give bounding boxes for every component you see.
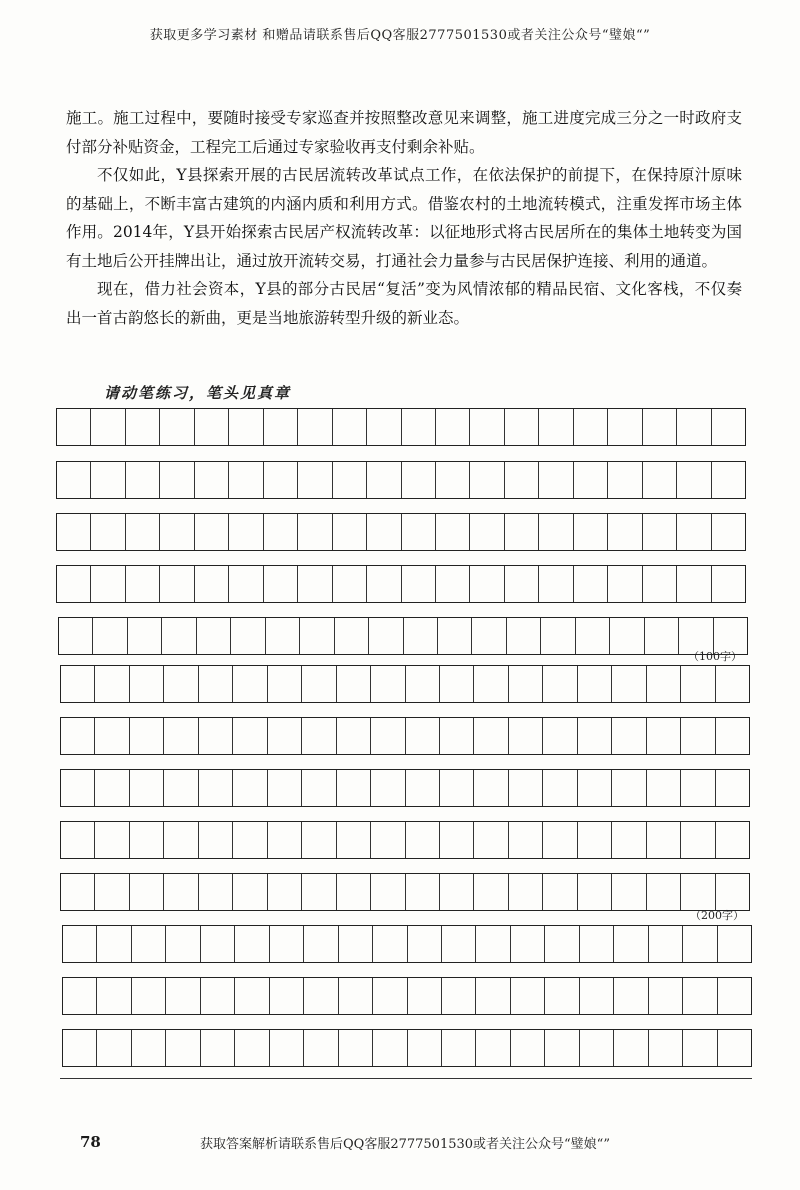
paragraph-3: 现在，借力社会资本，Y县的部分古民居“复活”变为风情浓郁的精品民宿、文化客栈，不仅奏出一首古韵悠长的新曲，更是当地旅游转型升级的新业态。 (66, 280, 742, 327)
grid-cell[interactable] (164, 666, 198, 702)
grid-cell[interactable] (233, 874, 267, 910)
grid-cell[interactable] (302, 666, 336, 702)
practice-label: 请动笔练习，笔头见真章 (104, 384, 292, 402)
grid-cell[interactable] (509, 666, 543, 702)
grid-cell[interactable] (474, 718, 508, 754)
grid-cell[interactable] (367, 566, 401, 602)
grid-cell[interactable] (298, 566, 332, 602)
grid-row (60, 821, 750, 859)
grid-row (58, 617, 748, 655)
grid-cell[interactable] (608, 462, 642, 498)
grid-cell[interactable] (505, 566, 539, 602)
grid-cell[interactable] (643, 566, 677, 602)
grid-cell[interactable] (436, 566, 470, 602)
grid-cell[interactable] (440, 822, 474, 858)
grid-cell[interactable] (505, 514, 539, 550)
grid-cell[interactable] (160, 409, 194, 445)
grid-cell[interactable] (199, 718, 233, 754)
grid-cell[interactable] (408, 926, 442, 962)
grid-cell[interactable] (509, 874, 543, 910)
grid-cell[interactable] (195, 566, 229, 602)
grid-cell[interactable] (511, 926, 545, 962)
grid-cell[interactable] (612, 666, 646, 702)
grid-cell[interactable] (681, 822, 715, 858)
grid-cell[interactable] (61, 874, 95, 910)
grid-cell[interactable] (539, 566, 573, 602)
grid-cell[interactable] (408, 1030, 442, 1066)
grid-cell[interactable] (264, 566, 298, 602)
grid-cell[interactable] (402, 514, 436, 550)
grid-cell[interactable] (57, 409, 91, 445)
grid-cell[interactable] (333, 566, 367, 602)
grid-cell[interactable] (264, 514, 298, 550)
grid-cell[interactable] (404, 618, 438, 654)
grid-cell[interactable] (716, 718, 749, 754)
grid-cell[interactable] (57, 566, 91, 602)
grid-cell[interactable] (371, 822, 405, 858)
grid-cell[interactable] (61, 822, 95, 858)
grid-cell[interactable] (574, 566, 608, 602)
grid-cell[interactable] (474, 822, 508, 858)
grid-cell[interactable] (649, 978, 683, 1014)
grid-cell[interactable] (511, 978, 545, 1014)
grid-cell[interactable] (511, 1030, 545, 1066)
grid-cell[interactable] (235, 978, 269, 1014)
grid-cell[interactable] (160, 462, 194, 498)
grid-cell[interactable] (578, 718, 612, 754)
grid-cell[interactable] (436, 462, 470, 498)
grid-cell[interactable] (576, 618, 610, 654)
grid-cell[interactable] (505, 409, 539, 445)
grid-cell[interactable] (681, 770, 715, 806)
grid-cell[interactable] (302, 822, 336, 858)
grid-cell[interactable] (608, 566, 642, 602)
grid-cell[interactable] (91, 462, 125, 498)
grid-cell[interactable] (474, 666, 508, 702)
grid-cell[interactable] (442, 978, 476, 1014)
grid-cell[interactable] (509, 822, 543, 858)
grid-cell[interactable] (614, 1030, 648, 1066)
grid-cell[interactable] (201, 926, 235, 962)
grid-cell[interactable] (197, 618, 231, 654)
grid-cell[interactable] (470, 566, 504, 602)
grid-cell[interactable] (373, 978, 407, 1014)
grid-cell[interactable] (268, 666, 302, 702)
grid-cell[interactable] (333, 409, 367, 445)
grid-cell[interactable] (126, 514, 160, 550)
grid-cell[interactable] (647, 770, 681, 806)
grid-cell[interactable] (578, 770, 612, 806)
grid-row (56, 513, 746, 551)
grid-cell[interactable] (612, 874, 646, 910)
grid-row (62, 925, 752, 963)
grid-cell[interactable] (233, 718, 267, 754)
grid-cell[interactable] (647, 666, 681, 702)
page-number: 78 (80, 1133, 101, 1151)
grid-cell[interactable] (612, 822, 646, 858)
grid-cell[interactable] (406, 770, 440, 806)
grid-cell[interactable] (229, 514, 263, 550)
grid-cell[interactable] (470, 514, 504, 550)
grid-cell[interactable] (61, 770, 95, 806)
grid-cell[interactable] (302, 874, 336, 910)
grid-cell[interactable] (716, 822, 749, 858)
grid-row (56, 461, 746, 499)
grid-cell[interactable] (718, 926, 751, 962)
grid-cell[interactable] (436, 514, 470, 550)
grid-cell[interactable] (97, 978, 131, 1014)
grid-cell[interactable] (126, 409, 160, 445)
grid-cell[interactable] (369, 618, 403, 654)
grid-cell[interactable] (681, 874, 715, 910)
grid-cell[interactable] (298, 514, 332, 550)
grid-cell[interactable] (470, 462, 504, 498)
grid-cell[interactable] (166, 926, 200, 962)
paragraph-2: 不仅如此，Y县探索开展的古民居流转改革试点工作，在依法保护的前提下，在保持原汁原味的基础上，不断丰富古建筑的内涵内质和利用方式。借鉴农村的土地流转模式，注重发挥市场主体作用。2014年，Y县开始探索古民居产权流转改革：以征地形式将古民居所在的集体土地转变为国有土地后公开挂牌出让，通过放开流转交易，打通社会力量参与古民居保护连接、利用的通道。 (66, 166, 742, 270)
grid-cell[interactable] (199, 874, 233, 910)
grid-cell[interactable] (440, 770, 474, 806)
grid-cell[interactable] (333, 462, 367, 498)
grid-cell[interactable] (95, 822, 129, 858)
grid-cell[interactable] (539, 462, 573, 498)
grid-cell[interactable] (716, 666, 749, 702)
grid-cell[interactable] (608, 409, 642, 445)
grid-row (60, 769, 750, 807)
grid-cell[interactable] (505, 462, 539, 498)
grid-cell[interactable] (337, 822, 371, 858)
grid-cell[interactable] (718, 978, 751, 1014)
grid-cell[interactable] (302, 718, 336, 754)
grid-cell[interactable] (95, 718, 129, 754)
grid-cell[interactable] (164, 718, 198, 754)
grid-cell[interactable] (160, 566, 194, 602)
grid-cell[interactable] (612, 718, 646, 754)
grid-cell[interactable] (264, 462, 298, 498)
grid-cell[interactable] (681, 666, 715, 702)
grid-cell[interactable] (91, 409, 125, 445)
grid-cell[interactable] (195, 409, 229, 445)
grid-cell[interactable] (545, 1030, 579, 1066)
page-footer: 获取答案解析请联系售后QQ客服2777501530或者关注公众号“璧娘“” (200, 1137, 610, 1152)
grid-cell[interactable] (712, 409, 745, 445)
grid-cell[interactable] (164, 770, 198, 806)
grid-cell[interactable] (578, 822, 612, 858)
grid-cell[interactable] (302, 770, 336, 806)
grid-cell[interactable] (440, 666, 474, 702)
grid-cell[interactable] (367, 409, 401, 445)
grid-cell[interactable] (578, 874, 612, 910)
grid-cell[interactable] (160, 514, 194, 550)
grid-cell[interactable] (367, 514, 401, 550)
grid-cell[interactable] (476, 978, 510, 1014)
grid-cell[interactable] (229, 462, 263, 498)
grid-cell[interactable] (61, 666, 95, 702)
grid-cell[interactable] (371, 770, 405, 806)
grid-cell[interactable] (683, 978, 717, 1014)
grid-cell[interactable] (264, 409, 298, 445)
grid-cell[interactable] (543, 770, 577, 806)
grid-cell[interactable] (440, 874, 474, 910)
grid-row (60, 873, 750, 911)
grid-cell[interactable] (647, 822, 681, 858)
grid-cell[interactable] (509, 718, 543, 754)
count-marker-200: （200字） (690, 909, 744, 922)
grid-cell[interactable] (649, 1030, 683, 1066)
grid-cell[interactable] (162, 618, 196, 654)
grid-cell[interactable] (645, 618, 679, 654)
grid-cell[interactable] (130, 770, 164, 806)
grid-cell[interactable] (337, 874, 371, 910)
grid-cell[interactable] (233, 666, 267, 702)
grid-cell[interactable] (63, 978, 97, 1014)
grid-cell[interactable] (339, 1030, 373, 1066)
grid-cell[interactable] (339, 926, 373, 962)
grid-cell[interactable] (716, 770, 749, 806)
grid-cell[interactable] (402, 409, 436, 445)
grid-cell[interactable] (126, 462, 160, 498)
grid-cell[interactable] (132, 926, 166, 962)
grid-cell[interactable] (199, 822, 233, 858)
grid-cell[interactable] (130, 666, 164, 702)
grid-row (60, 665, 750, 703)
grid-cell[interactable] (95, 666, 129, 702)
grid-cell[interactable] (545, 978, 579, 1014)
grid-cell[interactable] (438, 618, 472, 654)
grid-cell[interactable] (270, 926, 304, 962)
grid-cell[interactable] (128, 618, 162, 654)
grid-cell[interactable] (474, 770, 508, 806)
grid-cell[interactable] (436, 409, 470, 445)
grid-cell[interactable] (132, 1030, 166, 1066)
grid-cell[interactable] (406, 822, 440, 858)
grid-cell[interactable] (367, 462, 401, 498)
grid-cell[interactable] (268, 822, 302, 858)
grid-cell[interactable] (333, 514, 367, 550)
grid-cell[interactable] (195, 462, 229, 498)
grid-cell[interactable] (130, 822, 164, 858)
grid-cell[interactable] (677, 566, 711, 602)
grid-cell[interactable] (683, 1030, 717, 1066)
grid-cell[interactable] (677, 514, 711, 550)
grid-cell[interactable] (712, 514, 745, 550)
grid-cell[interactable] (63, 1030, 97, 1066)
grid-cell[interactable] (268, 874, 302, 910)
grid-cell[interactable] (509, 770, 543, 806)
grid-cell[interactable] (574, 462, 608, 498)
grid-cell[interactable] (97, 926, 131, 962)
grid-cell[interactable] (539, 514, 573, 550)
grid-cell[interactable] (229, 409, 263, 445)
grid-cell[interactable] (574, 514, 608, 550)
grid-cell[interactable] (580, 978, 614, 1014)
grid-row (56, 565, 746, 603)
paragraph-1: 施工。施工过程中，要随时接受专家巡查并按照整改意见来调整，施工进度完成三分之一时政府支付部分补贴资金，工程完工后通过专家验收再支付剩余补贴。 (66, 109, 742, 156)
grid-row (56, 408, 746, 446)
grid-cell[interactable] (643, 462, 677, 498)
grid-cell[interactable] (132, 978, 166, 1014)
grid-cell[interactable] (442, 1030, 476, 1066)
grid-cell[interactable] (408, 978, 442, 1014)
grid-cell[interactable] (59, 618, 93, 654)
grid-cell[interactable] (199, 666, 233, 702)
grid-cell[interactable] (164, 822, 198, 858)
grid-cell[interactable] (610, 618, 644, 654)
grid-cell[interactable] (543, 666, 577, 702)
grid-cell[interactable] (166, 1030, 200, 1066)
grid-cell[interactable] (97, 1030, 131, 1066)
grid-cell[interactable] (614, 926, 648, 962)
grid-cell[interactable] (476, 926, 510, 962)
grid-cell[interactable] (371, 718, 405, 754)
grid-cell[interactable] (335, 618, 369, 654)
grid-cell[interactable] (402, 462, 436, 498)
grid-cell[interactable] (647, 874, 681, 910)
grid-cell[interactable] (91, 566, 125, 602)
grid-cell[interactable] (235, 926, 269, 962)
grid-cell[interactable] (371, 666, 405, 702)
grid-cell[interactable] (476, 1030, 510, 1066)
grid-cell[interactable] (580, 926, 614, 962)
grid-cell[interactable] (442, 926, 476, 962)
grid-cell[interactable] (612, 770, 646, 806)
grid-cell[interactable] (406, 874, 440, 910)
grid-cell[interactable] (337, 718, 371, 754)
grid-cell[interactable] (95, 770, 129, 806)
grid-cell[interactable] (201, 1030, 235, 1066)
grid-cell[interactable] (130, 718, 164, 754)
bottom-rule (60, 1078, 752, 1079)
grid-cell[interactable] (298, 409, 332, 445)
grid-cell[interactable] (304, 926, 338, 962)
grid-cell[interactable] (574, 409, 608, 445)
grid-cell[interactable] (164, 874, 198, 910)
grid-cell[interactable] (440, 718, 474, 754)
grid-cell[interactable] (304, 1030, 338, 1066)
grid-cell[interactable] (683, 926, 717, 962)
grid-cell[interactable] (130, 874, 164, 910)
grid-cell[interactable] (229, 566, 263, 602)
grid-cell[interactable] (543, 874, 577, 910)
grid-cell[interactable] (300, 618, 334, 654)
grid-cell[interactable] (406, 718, 440, 754)
grid-cell[interactable] (406, 666, 440, 702)
page-header: 获取更多学习素材 和赠品请联系售后QQ客服2777501530或者关注公众号“璧娘“” (149, 28, 651, 43)
grid-cell[interactable] (474, 874, 508, 910)
grid-cell[interactable] (373, 926, 407, 962)
grid-cell[interactable] (507, 618, 541, 654)
grid-cell[interactable] (166, 978, 200, 1014)
grid-cell[interactable] (643, 409, 677, 445)
grid-cell[interactable] (61, 718, 95, 754)
grid-cell[interactable] (470, 409, 504, 445)
grid-cell[interactable] (608, 514, 642, 550)
grid-cell[interactable] (337, 770, 371, 806)
grid-cell[interactable] (339, 978, 373, 1014)
grid-cell[interactable] (545, 926, 579, 962)
count-marker-100: （100字） (688, 650, 742, 663)
grid-cell[interactable] (304, 978, 338, 1014)
grid-cell[interactable] (541, 618, 575, 654)
grid-cell[interactable] (716, 874, 749, 910)
grid-cell[interactable] (578, 666, 612, 702)
grid-cell[interactable] (337, 666, 371, 702)
grid-cell[interactable] (126, 566, 160, 602)
grid-cell[interactable] (93, 618, 127, 654)
grid-row (62, 1029, 752, 1067)
grid-cell[interactable] (712, 462, 745, 498)
grid-cell[interactable] (268, 718, 302, 754)
grid-cell[interactable] (298, 462, 332, 498)
grid-cell[interactable] (233, 770, 267, 806)
grid-cell[interactable] (371, 874, 405, 910)
grid-cell[interactable] (233, 822, 267, 858)
grid-cell[interactable] (235, 1030, 269, 1066)
grid-cell[interactable] (199, 770, 233, 806)
grid-cell[interactable] (95, 874, 129, 910)
grid-cell[interactable] (580, 1030, 614, 1066)
grid-cell[interactable] (57, 462, 91, 498)
grid-cell[interactable] (543, 718, 577, 754)
grid-cell[interactable] (57, 514, 91, 550)
grid-cell[interactable] (614, 978, 648, 1014)
grid-cell[interactable] (677, 409, 711, 445)
grid-cell[interactable] (472, 618, 506, 654)
grid-row (60, 717, 750, 755)
grid-cell[interactable] (270, 978, 304, 1014)
grid-cell[interactable] (270, 1030, 304, 1066)
grid-cell[interactable] (201, 978, 235, 1014)
grid-cell[interactable] (649, 926, 683, 962)
grid-cell[interactable] (539, 409, 573, 445)
grid-cell[interactable] (681, 718, 715, 754)
grid-cell[interactable] (718, 1030, 751, 1066)
grid-cell[interactable] (643, 514, 677, 550)
grid-cell[interactable] (63, 926, 97, 962)
grid-cell[interactable] (647, 718, 681, 754)
grid-cell[interactable] (266, 618, 300, 654)
grid-cell[interactable] (231, 618, 265, 654)
grid-cell[interactable] (677, 462, 711, 498)
grid-cell[interactable] (402, 566, 436, 602)
grid-cell[interactable] (195, 514, 229, 550)
grid-cell[interactable] (268, 770, 302, 806)
grid-cell[interactable] (543, 822, 577, 858)
grid-cell[interactable] (91, 514, 125, 550)
grid-cell[interactable] (712, 566, 745, 602)
grid-row (62, 977, 752, 1015)
grid-cell[interactable] (373, 1030, 407, 1066)
